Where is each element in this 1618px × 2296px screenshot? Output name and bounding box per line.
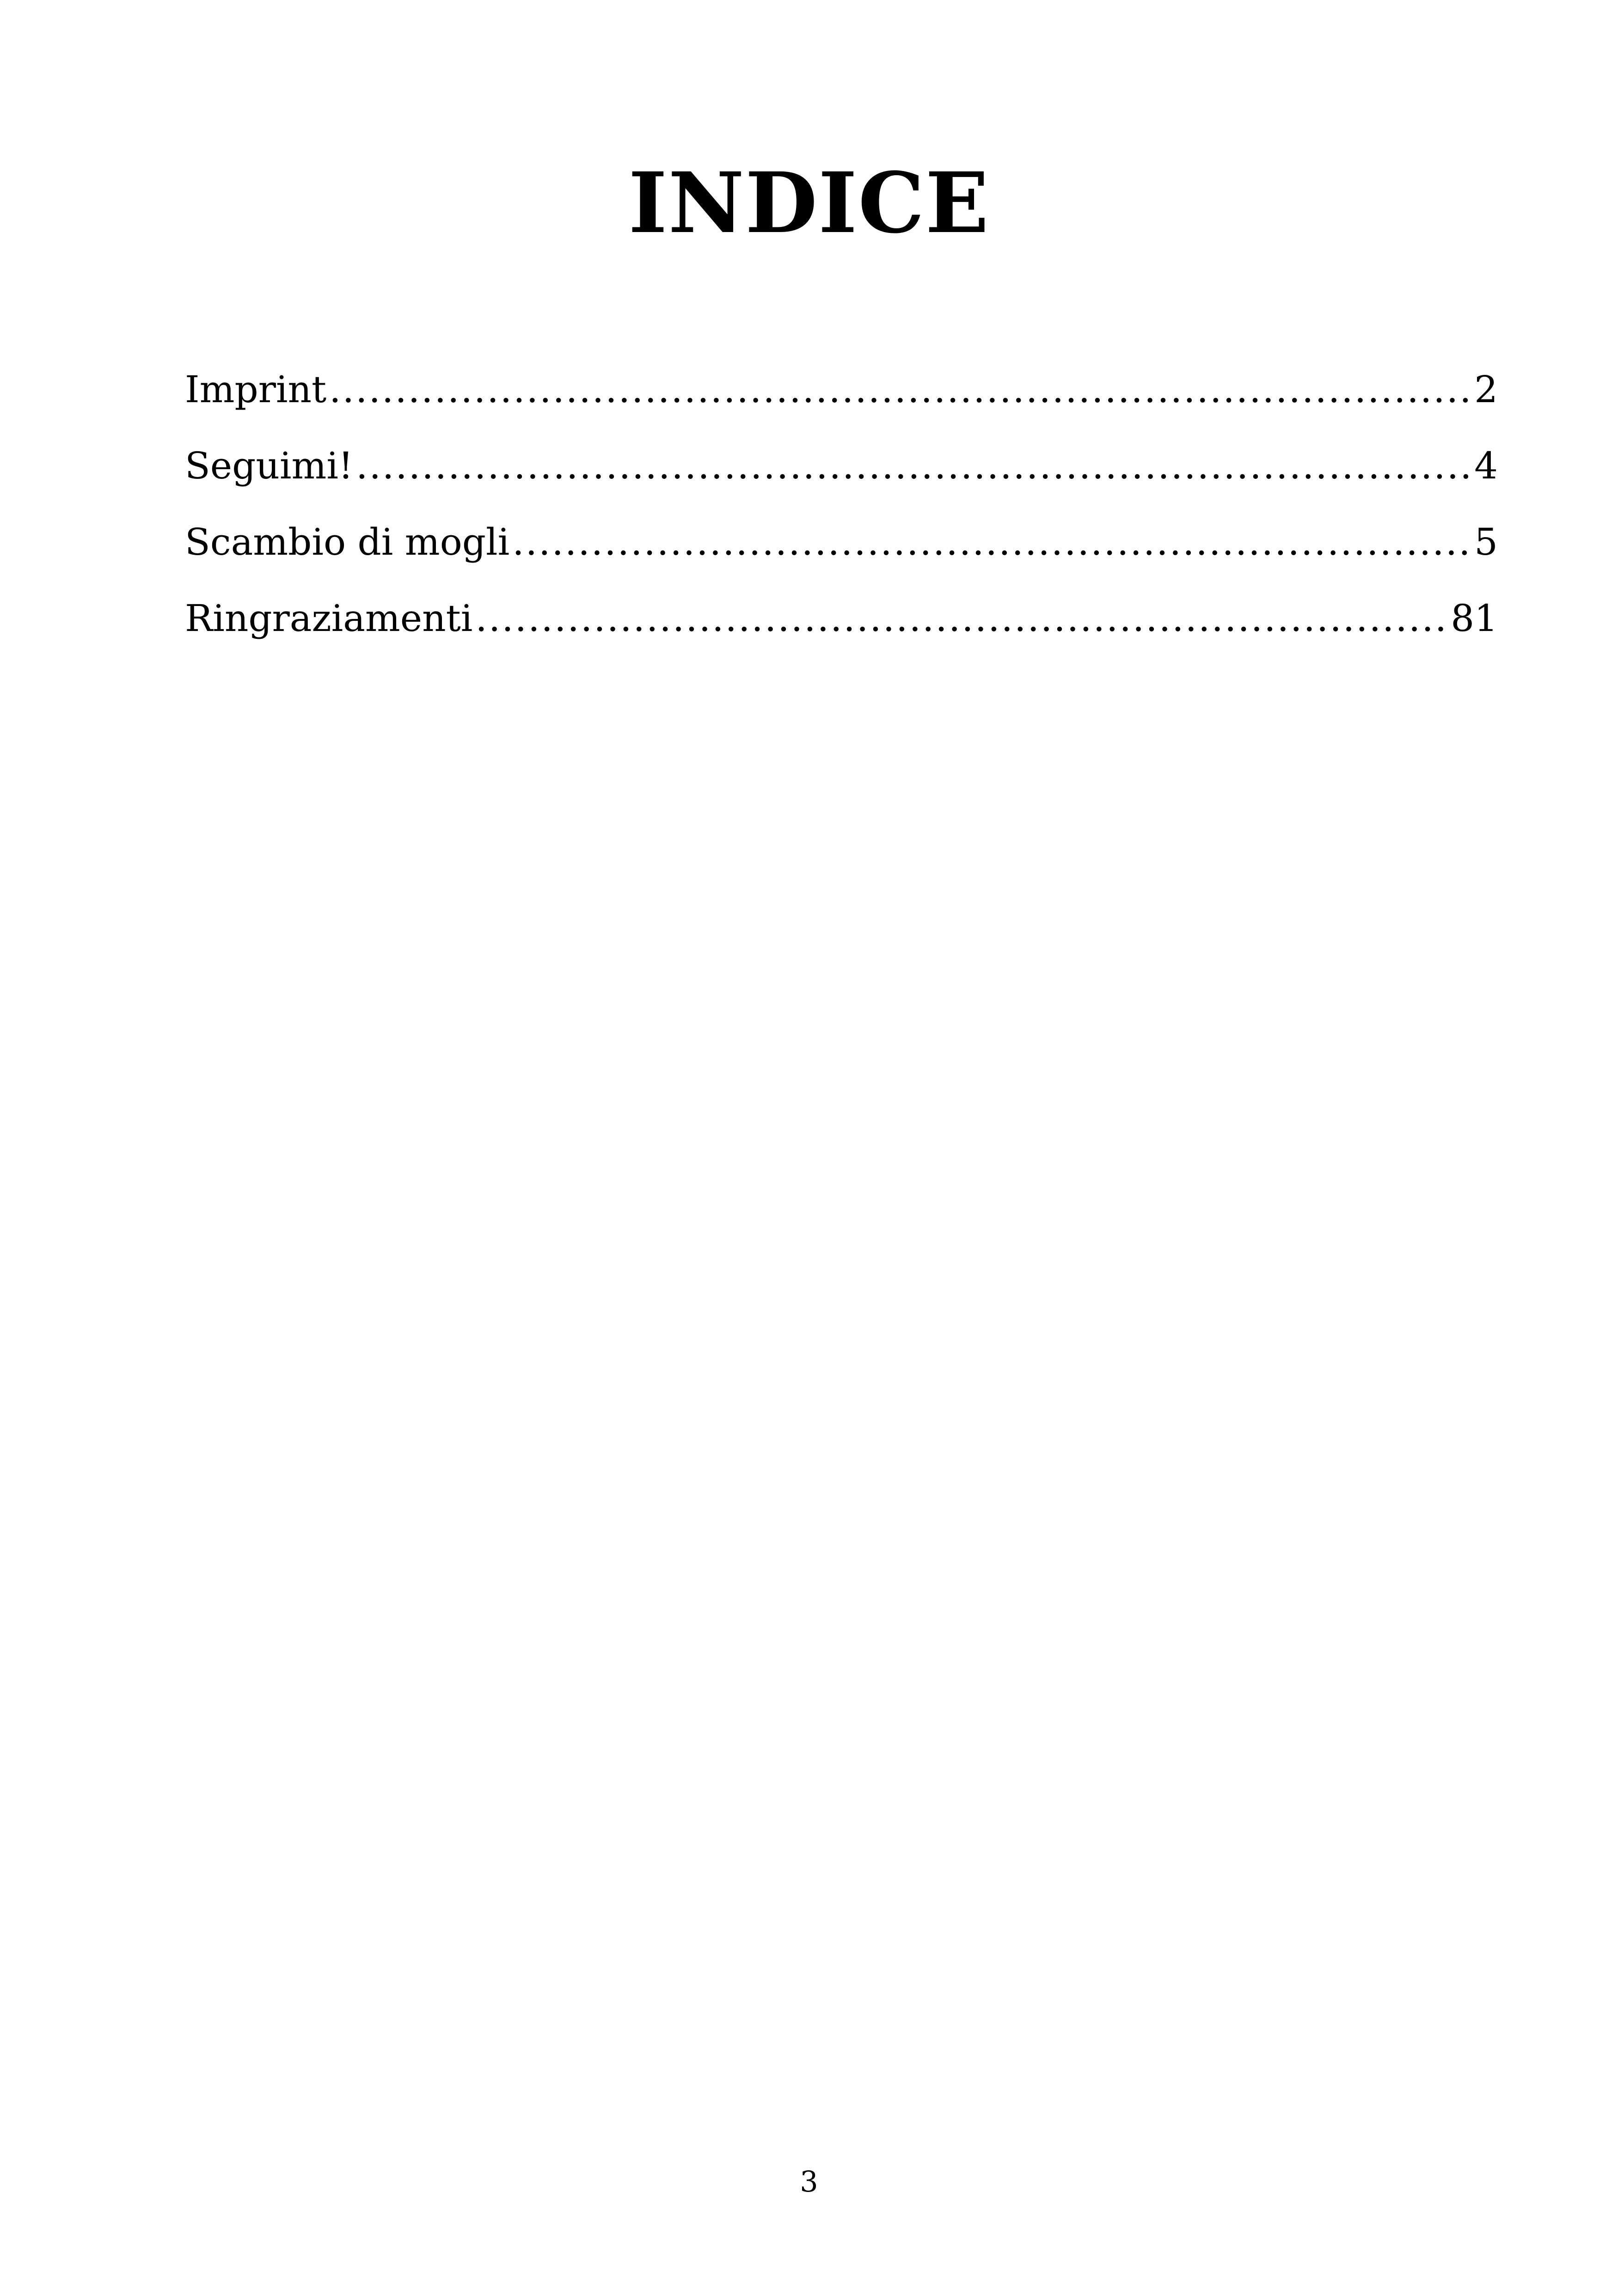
toc-dot-leader (475, 580, 1448, 656)
toc-entry-page: 5 (1474, 520, 1498, 563)
toc-entry-label: Ringraziamenti (185, 597, 473, 640)
toc-entry-label: Seguimi! (185, 444, 354, 487)
page-title: INDICE (628, 154, 990, 252)
page-number: 3 (800, 2165, 818, 2198)
toc-entry-label: Scambio di mogli (185, 520, 510, 563)
toc-entry-page: 4 (1474, 444, 1498, 487)
toc-entry-ringraziamenti[interactable] (185, 580, 1498, 656)
toc-entry-label: Imprint (185, 368, 327, 411)
toc-entry-imprint[interactable] (185, 351, 1498, 428)
table-of-contents (185, 351, 1498, 656)
toc-entry-seguimi[interactable] (185, 428, 1498, 504)
toc-dot-leader (356, 428, 1471, 504)
toc-dot-leader (329, 351, 1471, 428)
toc-entry-scambio-di-mogli[interactable] (185, 504, 1498, 580)
toc-entry-page: 2 (1474, 368, 1498, 411)
toc-dot-leader (512, 504, 1471, 580)
toc-entry-page: 81 (1451, 597, 1498, 640)
